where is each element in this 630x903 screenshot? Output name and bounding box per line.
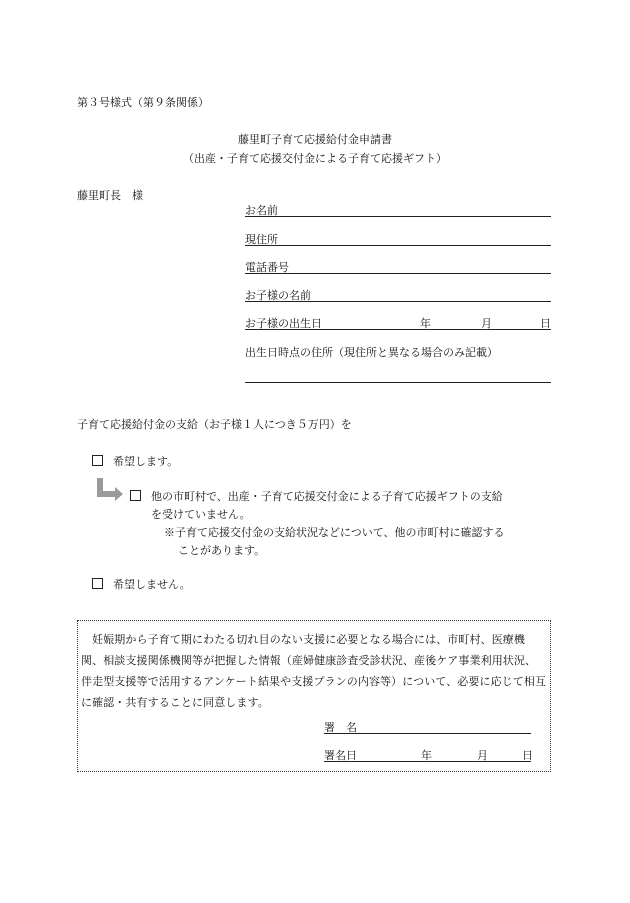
consent-text: 妊娠期から子育て期にわたる切れ目のない支援に必要となる場合には、市町村、医療機関、相談支援関係機関等が把握した情報（産婦健康診査受診状況、産後ケア事業利用状況、伴走型支援等で活用するアンケート結果や支援プランの内容等）について、必要に応じて相互に確認・共有することに同意します。 bbox=[81, 633, 547, 709]
request-intro: 子育て応援給付金の支給（お子様１人につき５万円）を bbox=[77, 418, 352, 431]
address-label: 現住所 bbox=[245, 233, 278, 246]
birth-address-label: 出生日時点の住所（現住所と異なる場合のみ記載） bbox=[245, 346, 498, 359]
consent-box bbox=[77, 620, 551, 772]
signature-date-year: 年 bbox=[421, 749, 432, 762]
child-name-label: お子様の名前 bbox=[245, 289, 311, 302]
arrow-icon bbox=[95, 476, 125, 502]
signature-field[interactable] bbox=[324, 733, 531, 734]
option-want-label: 希望します。 bbox=[113, 455, 179, 468]
form-title: 藤里町子育て応援給付金申請書 bbox=[238, 133, 392, 146]
option-not-want[interactable] bbox=[92, 576, 191, 592]
child-name-field[interactable] bbox=[245, 301, 551, 302]
address-field[interactable] bbox=[245, 245, 551, 246]
child-birth-field[interactable] bbox=[245, 329, 551, 330]
child-birth-year: 年 bbox=[420, 317, 431, 330]
name-field[interactable] bbox=[245, 216, 551, 217]
birth-address-field[interactable] bbox=[245, 382, 551, 383]
option-want[interactable] bbox=[92, 453, 178, 469]
note-line2: ことがあります。 bbox=[178, 544, 266, 557]
sub-option-label-line2: を受けていません。 bbox=[151, 508, 251, 521]
addressee: 藤里町長 様 bbox=[77, 189, 143, 202]
form-subtitle: （出産・子育て応援交付金による子育て応援ギフト） bbox=[183, 152, 447, 165]
sub-option-label-line1: 他の市町村で、出産・子育て応援交付金による子育て応援ギフトの支給 bbox=[151, 490, 503, 503]
form-number: 第３号様式（第９条関係） bbox=[77, 96, 209, 109]
sub-option[interactable] bbox=[130, 488, 503, 504]
phone-field[interactable] bbox=[245, 273, 551, 274]
signature-date-field[interactable] bbox=[324, 761, 531, 762]
phone-label: 電話番号 bbox=[245, 261, 289, 274]
name-label: お名前 bbox=[245, 204, 278, 217]
option-want-checkbox[interactable] bbox=[92, 455, 103, 466]
signature-date-day: 日 bbox=[522, 749, 533, 762]
option-not-want-label: 希望しません。 bbox=[113, 578, 191, 591]
signature-date-label: 署名日 bbox=[324, 749, 357, 762]
child-birth-day: 日 bbox=[540, 317, 551, 330]
option-not-want-checkbox[interactable] bbox=[92, 578, 103, 589]
signature-date-month: 月 bbox=[477, 749, 488, 762]
sub-option-checkbox[interactable] bbox=[130, 490, 141, 501]
child-birth-month: 月 bbox=[481, 317, 492, 330]
child-birth-label: お子様の出生日 bbox=[245, 317, 322, 330]
signature-label: 署 名 bbox=[324, 721, 357, 734]
note-line1: ※子育て応援交付金の支給状況などについて、他の市町村に確認する bbox=[164, 526, 505, 539]
